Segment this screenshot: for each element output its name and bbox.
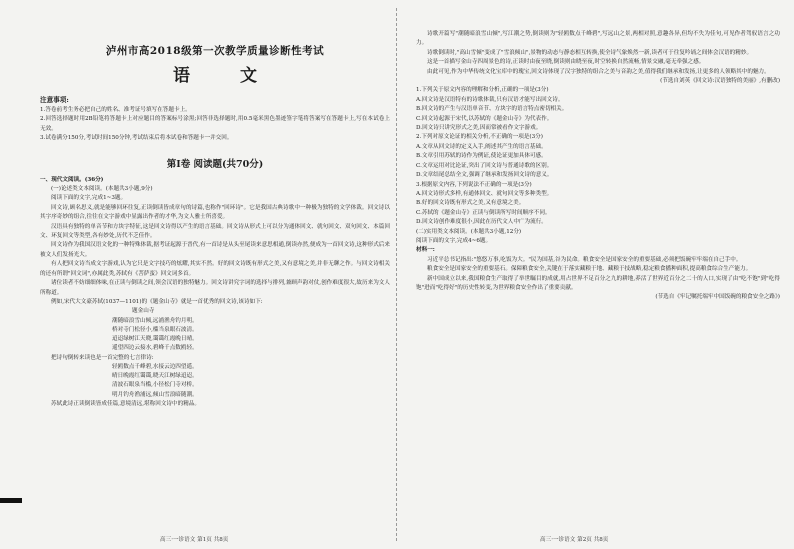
poem-line: 遥望四边云接水,碧峰千点数鸥轻。 [112,345,198,352]
right-column [416,0,780,549]
text-paragraph: 例如,宋代大文豪苏轼(1037—1101)的《题金山寺》就是一首优秀的回文诗,该诗如下: [51,298,263,305]
text-paragraph: 诗歌倒读时,"高山雪倾"变成了"雪浪倾山",景物的动态与静态相互转换,使全诗气象焕然一新,读者可于往复吟诵之间体会汉语的精妙。 [427,49,753,56]
poem [40,317,390,354]
sub1-title: (一)论述类文本阅读。(本题共3小题,9分) [51,186,153,193]
source-citation: (节选自刘英《回文诗:汉语独特的美丽》,有删改) [660,78,780,85]
left-column [40,0,390,549]
material-paragraph: 习近平总书记指出:"悠悠万事,吃饭为大。"民为国基,谷为民命。粮食安全是国家安全的重要基础,必须把饭碗牢牢端在自己手中。 [427,256,742,263]
text-paragraph: 回文诗,顾名思义,就是能够回环往复,正读倒读皆成章句的诗篇,也称作"回环诗"。它是我国古典诗歌中一种极为独特的文学体裁。回文诗以其字序奇妙的组合,往往在文字游戏中显露出作者的才华,为文人雅士所喜爱。 [40,204,390,221]
text-paragraph: 回文诗作为我国汉语文化的一种特殊体裁,据考证起源于晋代,有一首诗是从头至尾读来意思相通,倒读亦然,便成为一首回文诗,这种形式后来被文人们发扬光大。 [40,242,390,258]
question-option: A.文章从回文诗的定义入手,阐述其产生的语言基础。 [416,143,547,150]
poem-line: 潮随暗浪雪山倾,远浦渔舟钓月明。 [112,317,198,324]
exam-title: 泸州市高2018级第一次教学质量诊断性考试 [105,45,325,57]
question-line: 2.下列对原文论证的相关分析,不正确的一项是(3分) [416,134,543,141]
question-option: D.回文诗只讲究形式之美,因而常被看作文字游戏。 [416,125,542,132]
question-line: 3.根据原文内容,下列说法不正确的一项是(3分) [416,181,532,188]
poem-note: 把诗句倒转来读也是一首完整的七言律诗: [51,354,154,361]
footer-right: 高三·一诊语文 第2页 共8页 [540,537,609,543]
closing-paragraph: 苏轼此诗正读倒读皆成佳篇,意境清远,堪称回文诗中的精品。 [51,400,200,407]
text-paragraph: 由此可见,作为中华传统文化宝库中的瑰宝,回文诗体现了汉字独特的组合之美与音韵之美,值得我们继承和发扬,让更多的人领略其中的魅力。 [427,68,770,75]
subject-title: 语 文 [173,66,279,86]
note-item: 3.试卷满分150分,考试时间150分钟,考试结束后将本试卷和答题卡一并交回。 [40,135,233,142]
text-paragraph: 汉语具有独特的单音节和方块字特征,这是回文诗得以产生的语言基础。回文诗从形式上可以分为通体回文、就句回文、双句回文、本篇回文、环复回文等类型,各有妙处,历代不乏佳作。 [40,223,390,240]
footer-left: 高三·一诊语文 第1页 共8页 [160,537,229,543]
sub2-intro: 阅读下面的文字,完成4~6题。 [416,237,492,244]
poem-reversed [40,363,390,400]
scan-mark [0,498,22,503]
question-option: B.好的回文诗既有形式之美,又有意境之美。 [416,200,525,207]
poem-line: 迢迢绿树江天晓,霭霭红霞晚日晴。 [112,336,198,343]
material-paragraph: 新中国成立以来,我国粮食生产取得了举世瞩目的成就,用占世界不足百分之九的耕地,养活了世界近百分之二十的人口,实现了由"吃不饱"到"吃得饱"进而"吃得好"的历史性转变,为世界粮食安全作出了重要贡献。 [416,275,780,291]
question-option: A.回文诗形式多样,有通体回文、就句回文等多种类型。 [416,190,553,197]
sub2-title: (二)实用类文本阅读。(本题共3小题,12分) [416,228,522,235]
poem-line: 轻鸥数点千峰碧,水接云边四望遥。 [112,363,198,370]
note-item: 2.回答选择题时用2B铅笔将答题卡上对应题目的答案标号涂黑;回答非选择题时,用0.5毫米黑色墨迹签字笔将答案写在答题卡上,写在本试卷上无效。 [40,116,390,132]
poem-line: 桥对寺门松径小,槛当泉眼石波清。 [112,326,198,333]
question-option: C.文章运用对比论证,突出了回文诗与普通诗歌的区别。 [416,162,553,169]
question-line: 1.下列关于原文内容的理解和分析,正确的一项是(3分) [416,87,549,94]
poem-line: 明月钓舟渔浦远,倾山雪浪暗随潮。 [112,391,198,398]
material-label: 材料一: [416,247,435,254]
text-paragraph: 诗歌开篇写"潮随暗浪雪山倾",写江潮之势,倒读则为"轻鸥数点千峰碧",写远山之景,两相对照,意趣各异,但均不失为佳句,可见作者驾驭语言之功力。 [416,31,780,47]
poem-title: 题金山寺 [132,308,155,315]
notes-heading: 注意事项: [40,96,69,104]
question-option: C.回文诗起源于宋代,以苏轼的《题金山寺》为代表作。 [416,115,553,122]
fold-line [396,8,397,541]
material-source: (节选自《牢记嘱托端牢中国饭碗的粮食安全之路》) [655,294,780,301]
sub1-intro: 阅读下面的文字,完成1~3题。 [51,195,127,202]
poem-line: 晴日晚霞红霭霭,晓天江树绿迢迢。 [112,373,198,380]
text-paragraph: 这是一首描写金山寺四周景色的诗,正读时由夜至晓,倒读则由晓至夜,时空转换自然流畅,情景交融,毫无牵强之感。 [427,59,705,66]
question-option: A.回文诗是汉语特有的诗歌体裁,只有汉语才能写出回文诗。 [416,96,564,103]
text-paragraph: 诸位读者不妨细细体味,在正读与倒读之间,领会汉语的独特魅力。回文诗讲究字词的选择与排列,兼顾声韵对仗,创作难度很大,故历来为文人所称道。 [40,280,390,296]
question-option: B.回文诗的产生与汉语单音节、方块字的语言特点密切相关。 [416,106,568,113]
question-option: D.回文诗创作难度很小,因此在历代文人中广为流行。 [416,219,547,226]
question-option: D.文章结尾总结全文,强调了继承和发扬回文诗的意义。 [416,172,553,179]
question-option: B.文章引用苏轼的诗作为例证,使论证更加具体可感。 [416,153,547,160]
note-item: 1.答卷前考生务必把自己的姓名、准考证号填写在答题卡上。 [40,107,191,113]
material-paragraph: 粮食安全是国家安全的重要基石。保障粮食安全,关键在于落实藏粮于地、藏粮于技战略,稳定粮食播种面积,提高粮食综合生产能力。 [427,266,752,273]
section1-title: 一、现代文阅读。(36分) [40,176,104,183]
question-option: C.苏轼的《题金山寺》正读与倒读所写时间顺序不同。 [416,209,551,216]
poem-line: 清波石眼泉当槛,小径松门寺对桥。 [112,382,198,389]
part1-title: 第Ⅰ卷 阅读题(共70分) [166,158,264,170]
text-paragraph: 有人把回文诗当成文字游戏,认为它只是文字技巧的炫耀,其实不然。好的回文诗既有形式之美,又有意境之美,并非无聊之作。与回文诗相关的还有所谓"回文词",亦属此类,苏轼有《菩萨蛮》回文词多首。 [40,261,390,277]
